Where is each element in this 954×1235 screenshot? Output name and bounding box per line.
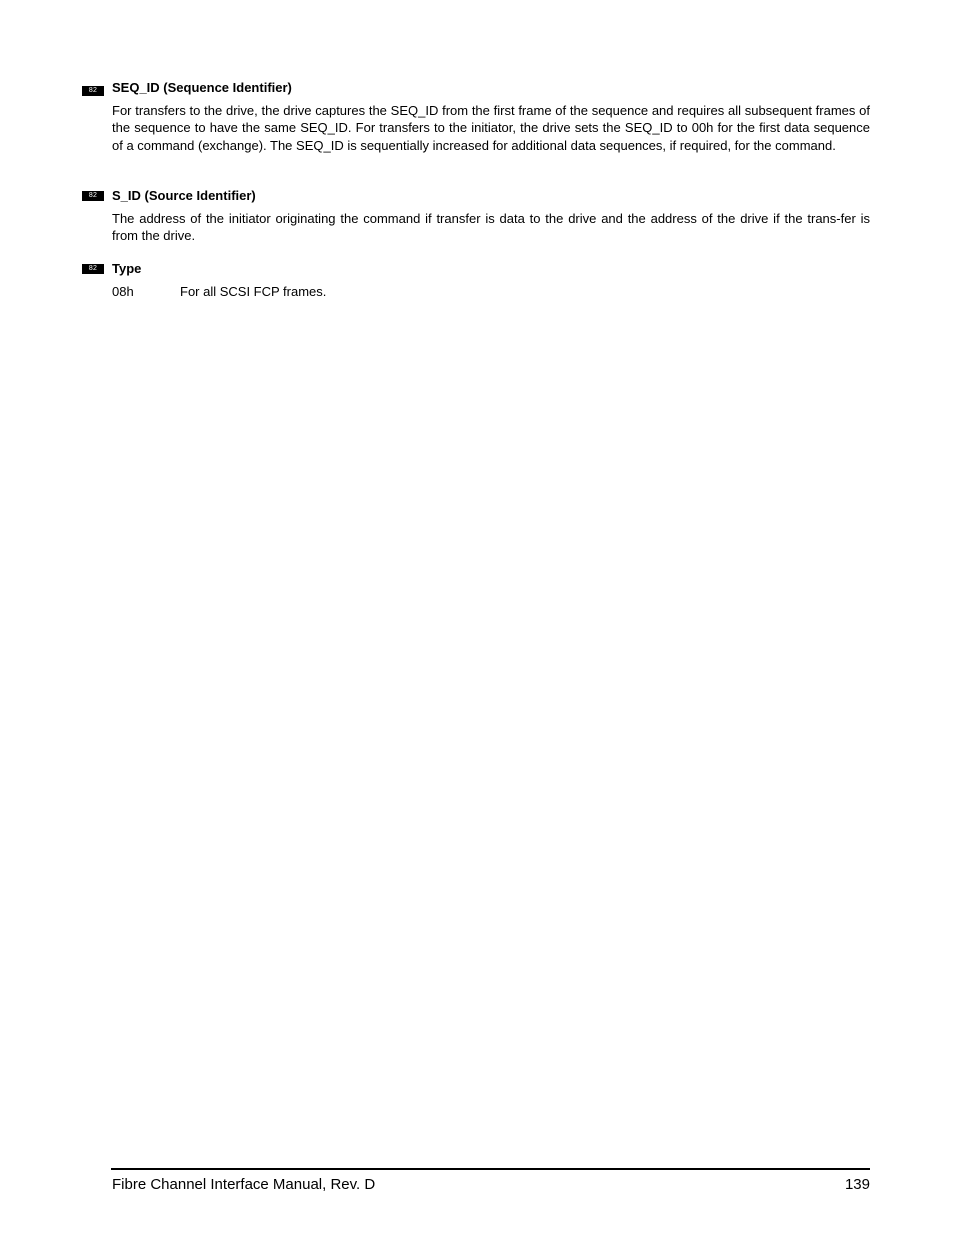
section-heading-seq-id: SEQ_ID (Sequence Identifier) <box>112 80 292 95</box>
footer-divider <box>111 1168 870 1170</box>
footer-manual-title: Fibre Channel Interface Manual, Rev. D <box>112 1176 376 1193</box>
definition-description: For all SCSI FCP frames. <box>180 284 327 299</box>
section-body-s-id: The address of the initiator originating the command if transfer is data to the drive and the address of the drive if the trans-fer is from the drive. <box>112 211 870 244</box>
section-body-seq-id: For transfers to the drive, the drive captures the SEQ_ID from the first frame of the sequence and requires all subsequent frames of the sequence to have the same SEQ_ID. For transfers to the initiator, the drive sets the SEQ_ID to 00h for the first data sequence of a command (exchange). The SEQ_ID is sequentially increased for additional data sequences, if required, for the command. <box>112 103 870 153</box>
section-heading-type: Type <box>112 261 142 276</box>
footer-page-number: 139 <box>844 1176 870 1193</box>
section-heading-s-id: S_ID (Source Identifier) <box>112 188 256 203</box>
revision-badge: 82 <box>82 264 104 274</box>
revision-badge: 82 <box>82 191 104 201</box>
definition-code: 08h <box>112 284 134 299</box>
revision-badge: 82 <box>82 86 104 96</box>
